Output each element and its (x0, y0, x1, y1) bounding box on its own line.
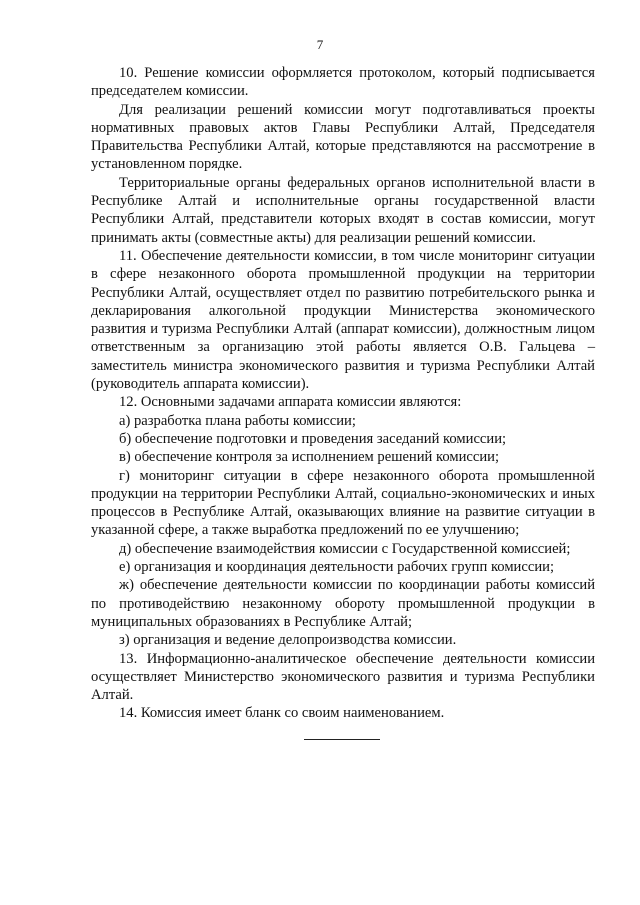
list-item-zh: ж) обеспечение деятельности комиссии по координации работы комиссий по противодействию незаконному обороту промышленной продукции в муниципальных образованиях в Республике Алтай; (91, 577, 595, 630)
paragraph-draft-acts: Для реализации решений комиссии могут подготавливаться проекты нормативных правовых актов Главы Республики Алтай, Председателя Правительства Республики Алтай, которые представляются на рассмотрение в установленном порядке. (91, 101, 595, 173)
list-item-e: е) организация и координация деятельности рабочих групп комиссии; (119, 559, 554, 576)
list-item-z: з) организация и ведение делопроизводства комиссии. (119, 632, 457, 649)
list-item-b: б) обеспечение подготовки и проведения заседаний комиссии; (119, 430, 507, 447)
list-item-v: в) обеспечение контроля за исполнением решений комиссии; (119, 449, 500, 466)
list-item-a: а) разработка плана работы комиссии; (119, 412, 356, 429)
list-item-g: г) мониторинг ситуации в сфере незаконного оборота промышленной продукции на территории Республики Алтай, социально-экономических и иных процессов в Республике Алтай, оказывающих влияние на развитие ситуации в указанной сфере, а также выработка предложений по ее улучшению; (91, 467, 595, 539)
document-body (91, 64, 595, 723)
paragraph-territorial-bodies: Территориальные органы федеральных органов исполнительной власти в Республике Алтай и исполнительные органы государственной власти Республики Алтай, представители которых входят в состав комиссии, могут принимать акты (совместные акты) для реализации решений комиссии. (91, 174, 595, 246)
end-of-document-divider (304, 739, 380, 740)
paragraph-13-analytics: 13. Информационно-аналитическое обеспечение деятельности комиссии осуществляет Министерство экономического развития и туризма Республики Алтай. (91, 650, 595, 704)
paragraph-11-support: 11. Обеспечение деятельности комиссии, в том числе мониторинг ситуации в сфере незаконного оборота промышленной продукции на территории Республики Алтай, осуществляет отдел по развитию потребительского рынка и декларирования алкогольной продукции Министерства экономического развития и туризма Республики Алтай (аппарат комиссии), должностным лицом ответственным за организацию этой работы является О.В. Гальцева – заместитель министра экономического развития и туризма Республики Алтай (руководитель аппарата комиссии). (91, 247, 595, 393)
paragraph-10-decision: 10. Решение комиссии оформляется протоколом, который подписывается председателем комиссии. (91, 65, 595, 100)
list-item-d: д) обеспечение взаимодействия комиссии с Государственной комиссией; (119, 540, 571, 557)
page-number: 7 (316, 37, 324, 52)
paragraph-14-letterhead: 14. Комиссия имеет бланк со своим наименованием. (119, 705, 445, 722)
paragraph-12-tasks: 12. Основными задачами аппарата комиссии являются: (119, 394, 462, 411)
